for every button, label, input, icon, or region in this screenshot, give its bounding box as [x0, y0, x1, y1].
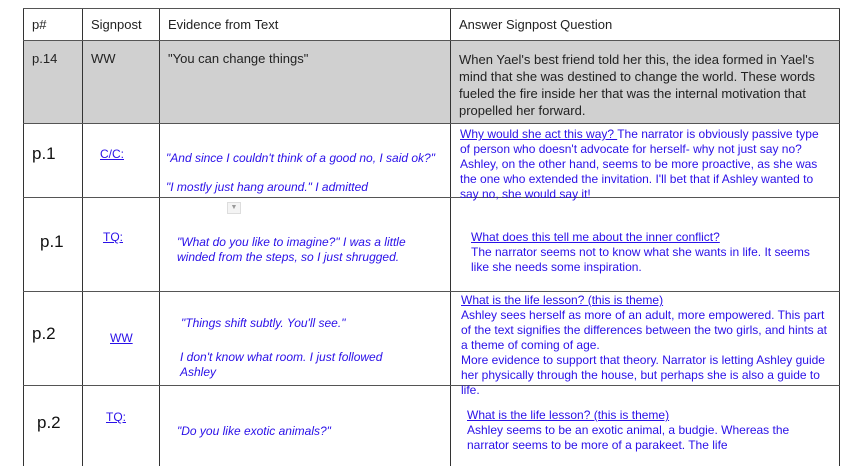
dropdown-arrow-icon[interactable]: ▼ — [227, 202, 241, 214]
evidence-quote: "Do you like exotic animals?" — [177, 424, 331, 438]
signpost-link[interactable]: C/C: — [100, 147, 124, 161]
header-evidence: Evidence from Text — [168, 17, 279, 32]
signpost-question: What is the life lesson? (this is theme) — [461, 293, 664, 307]
header-row — [23, 8, 840, 41]
evidence-quote: "I mostly just hang around." I admitted — [166, 180, 368, 194]
answer-text: The narrator is obviously passive type of person who doesn't advocate for herself- why not just say no? Ashley, on the other hand, seems to be more proactive, as she was the one who extended the invitation. I'll bet that if Ashley wanted to say no, she would say it! — [460, 127, 819, 201]
signpost-link[interactable]: TQ: — [103, 230, 123, 244]
table-row — [23, 197, 840, 292]
evidence-quote: "What do you like to imagine?" I was a little winded from the steps, so I just shrugged. — [177, 235, 406, 264]
page-number: p.1 — [32, 144, 56, 163]
answer-text: The narrator seems not to know what she wants in life. It seems like she needs some inspiration. — [471, 245, 810, 274]
answer — [460, 127, 830, 202]
table-row — [23, 123, 840, 201]
answer — [471, 230, 811, 275]
signpost-question: What does this tell me about the inner conflict? — [471, 230, 720, 244]
page-number: p.2 — [37, 413, 61, 432]
signpost-question: What is the life lesson? (this is theme) — [467, 408, 670, 422]
answer-text: Ashley seems to be an exotic animal, a budgie. Whereas the narrator seems to be more of a parakeet. The life — [467, 423, 790, 452]
signpost-link[interactable]: TQ: — [106, 410, 126, 424]
answer-text: Ashley sees herself as more of an adult, more empowered. This part of the text signifies the differences between the two girls, and hints at a theme of coming of age. More evidence to support that theory. Narrator is letting Ashley guide her physically through the house, but perhaps she is also a guide to life. — [461, 308, 827, 397]
answer: When Yael's best friend told her this, the idea formed in Yael's mind that she was destined to change the world. These words fueled the fire inside her that was the internal motivation that propelled her forward. — [459, 52, 816, 118]
page-number: p.2 — [32, 324, 56, 343]
header-answer: Answer Signpost Question — [459, 17, 613, 32]
answer — [461, 293, 831, 398]
signpost-question: Why would she act this way? — [460, 127, 618, 141]
header-signpost: Signpost — [91, 17, 142, 32]
answer — [467, 408, 827, 453]
evidence: "You can change things" — [168, 51, 309, 66]
evidence-quote: I don't know what room. I just followed Ashley — [180, 350, 383, 379]
signpost: WW — [91, 51, 116, 66]
page-number: p.14 — [32, 51, 58, 66]
header-page: p# — [32, 17, 47, 32]
page-number: p.1 — [40, 232, 64, 251]
table-row — [23, 291, 840, 397]
evidence-quote: "And since I couldn't think of a good no, I said ok?" — [166, 151, 435, 165]
table-row — [23, 40, 840, 124]
evidence-quote: "Things shift subtly. You'll see." — [181, 316, 346, 330]
signpost-link[interactable]: WW — [110, 331, 133, 345]
